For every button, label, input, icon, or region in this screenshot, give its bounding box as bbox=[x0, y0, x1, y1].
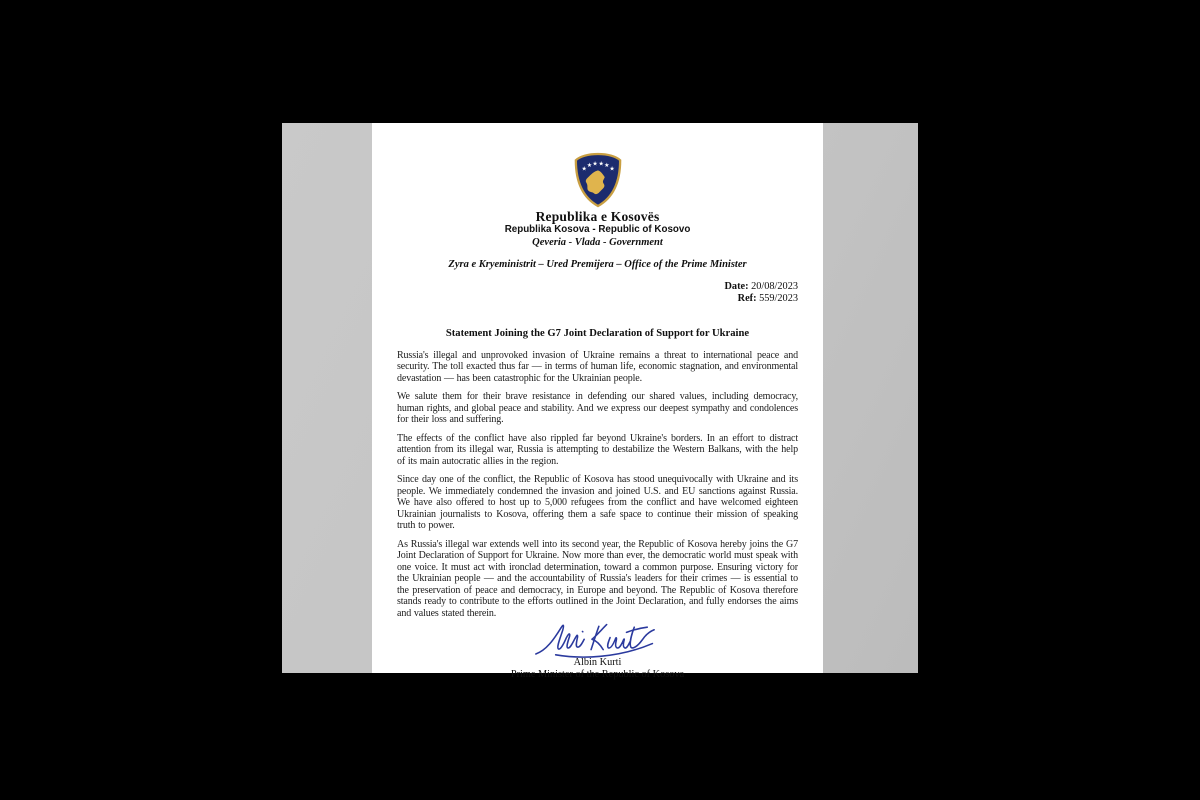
date-label: Date: bbox=[724, 281, 749, 292]
signatory-name: Albin Kurti bbox=[573, 657, 622, 669]
statement-title: Statement Joining the G7 Joint Declaration of Support for Ukraine bbox=[445, 327, 750, 339]
letter-meta bbox=[397, 281, 798, 306]
state-name: Republika e Kosovës bbox=[535, 209, 660, 224]
svg-text:★: ★ bbox=[597, 161, 604, 168]
paragraph-1: Russia's illegal and unprovoked invasion of Ukraine remains a threat to international peace and security. The toll exacted thus far — in terms of human life, economic stagnation, and environmental devastation — has been catastrophic for the Ukrainian people. bbox=[397, 349, 798, 384]
state-name-translations: Republika Kosova - Republic of Kosovo bbox=[504, 224, 691, 235]
signatory-title: Prime Minister of the Republic of Kosova bbox=[510, 669, 685, 681]
official-letter-page bbox=[372, 123, 823, 681]
kosovo-coat-of-arms-icon bbox=[572, 152, 624, 208]
letter-date bbox=[397, 281, 798, 293]
paragraph-2: We salute them for their brave resistance in defending our shared values, including democracy, human rights, and global peace and stability. And we express our deepest sympathy and condolences for their loss and suffering. bbox=[397, 391, 798, 426]
ref-label: Ref: bbox=[737, 293, 757, 305]
svg-text:★: ★ bbox=[586, 163, 592, 169]
paragraph-5: As Russia's illegal war extends well into its second year, the Republic of Kosova hereby joins the G7 Joint Declaration of Support for Ukraine. Now more than ever, the democratic world must speak with one voice. It must act with ironclad determination, toward a common purpose. Ensuring victory for the Ukrainian people — and the accountability of Russia's leaders for their crimes — is essential to the preservation of peace and democracy, in Europe and beyond. The Republic of Kosova therefore stands ready to contribute to the efforts outlined in the Joint Declaration, and fully endorses the aims and values stated therein. bbox=[397, 538, 798, 619]
svg-text:★: ★ bbox=[608, 166, 615, 173]
statement-body bbox=[397, 350, 798, 620]
signature-block bbox=[397, 622, 798, 681]
svg-text:★: ★ bbox=[603, 163, 609, 169]
handwritten-signature-icon bbox=[527, 622, 669, 660]
date-value: 20/08/2023 bbox=[751, 281, 798, 292]
paragraph-3: The effects of the conflict have also rippled far beyond Ukraine's borders. In an effort to distract attention from its illegal war, Russia is attempting to destabilize the Western Balkans, with the help of its main autocratic allies in the region. bbox=[397, 432, 798, 467]
svg-text:★: ★ bbox=[591, 161, 598, 168]
office-of-prime-minister-line: Zyra e Kryeministrit – Ured Premijera – Office of the Prime Minister bbox=[448, 259, 747, 270]
letter-ref bbox=[397, 293, 798, 305]
svg-text:★: ★ bbox=[580, 166, 587, 173]
ref-value: 559/2023 bbox=[759, 293, 798, 305]
government-line: Qeveria - Vlada - Government bbox=[532, 237, 663, 248]
paragraph-4: Since day one of the conflict, the Republic of Kosova has stood unequivocally with Ukraine and its people. We immediately condemned the invasion and joined U.S. and EU sanctions against Russia. We have also offered to host up to 5,000 refugees from the conflict and have welcomed eighteen Ukrainian journalists to Kosova, offering them a safe space to continue their mission of speaking truth to power. bbox=[397, 474, 798, 532]
